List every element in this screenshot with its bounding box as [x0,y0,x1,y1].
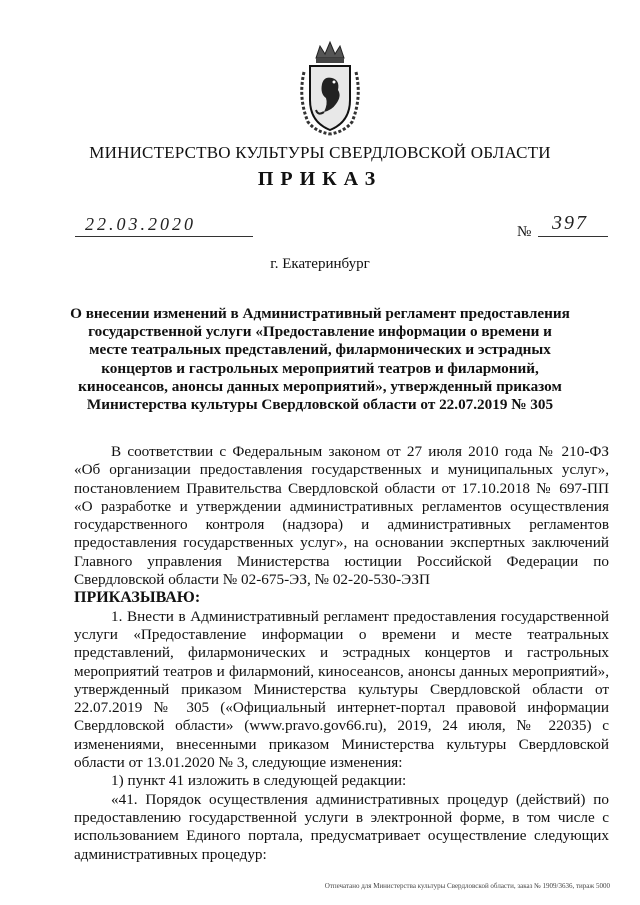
order-word: ПРИКАЗЫВАЮ: [74,589,201,607]
handwritten-number: 397 [552,212,588,234]
document-heading: О внесении изменений в Административный регламент предоставления государственной услуги «Предоставление информации о времени и месте театральных представлений, филармонических и эстрадных концертов и гастрольных мероприятий театров и филармоний, киносеансов, анонсы данных мероприятий», утвержденный приказом Министерства культуры Свердловской области от 22.07.2019 № 305 [70,305,570,414]
document-body [74,443,609,864]
print-footer: Отпечатано для Министерства культуры Свердловской области, заказ № 1909/3636, тираж 5000 [324,882,610,890]
city-name: г. Екатеринбург [270,256,370,272]
number-sign: № [517,224,532,240]
subitem-1-paragraph: 1) пункт 41 изложить в следующей редакции: [111,772,407,790]
ministry-name: МИНИСТЕРСТВО КУЛЬТУРЫ СВЕРДЛОВСКОЙ ОБЛАСТИ [89,143,551,162]
quote-41-paragraph: «41. Порядок осуществления административных процедур (действий) по предоставлению государственной услуги в электронной форме, в том числе с использованием Единого портала, предусматривает осуществление следующих административных процедур: [74,790,609,863]
preamble-paragraph: В соответствии с Федеральным законом от 27 июля 2010 года № 210-ФЗ «Об организации предоставления государственных и муниципальных услуг», постановлением Правительства Свердловской области от 17.10.2018 № 697-ПП «О разработке и утверждении административных регламентов осуществления государственного контроля (надзора) и административных регламентов предоставления государственных услуг», на основании экспертных заключений Главного управления Министерства юстиции Российской Федерации по Свердловской области № 02-675-ЭЗ, № 02-20-530-ЭЗП [74,443,609,589]
document-type-title: ПРИКАЗ [257,168,383,190]
handwritten-date: 22.03.2020 [85,214,196,234]
item-1-paragraph: 1. Внести в Административный регламент предоставления государственной услуги «Предоставление информации о времени и месте театральных представлений, филармонических и эстрадных концертов и гастрольных мероприятий театров и филармоний, киносеансов, анонсы данных мероприятий», утвержденный приказом Министерства культуры Свердловской области от 22.07.2019 № 305 («Официальный интернет-портал правовой информации Свердловской области» (www.pravo.gov66.ru), 2019, 24 июля, № 22035) с изменениями, внесенными приказом Министерства культуры Свердловской области от 13.01.2020 № 3, следующие изменения: [74,607,609,772]
coat-of-arms-emblem [294,38,366,138]
